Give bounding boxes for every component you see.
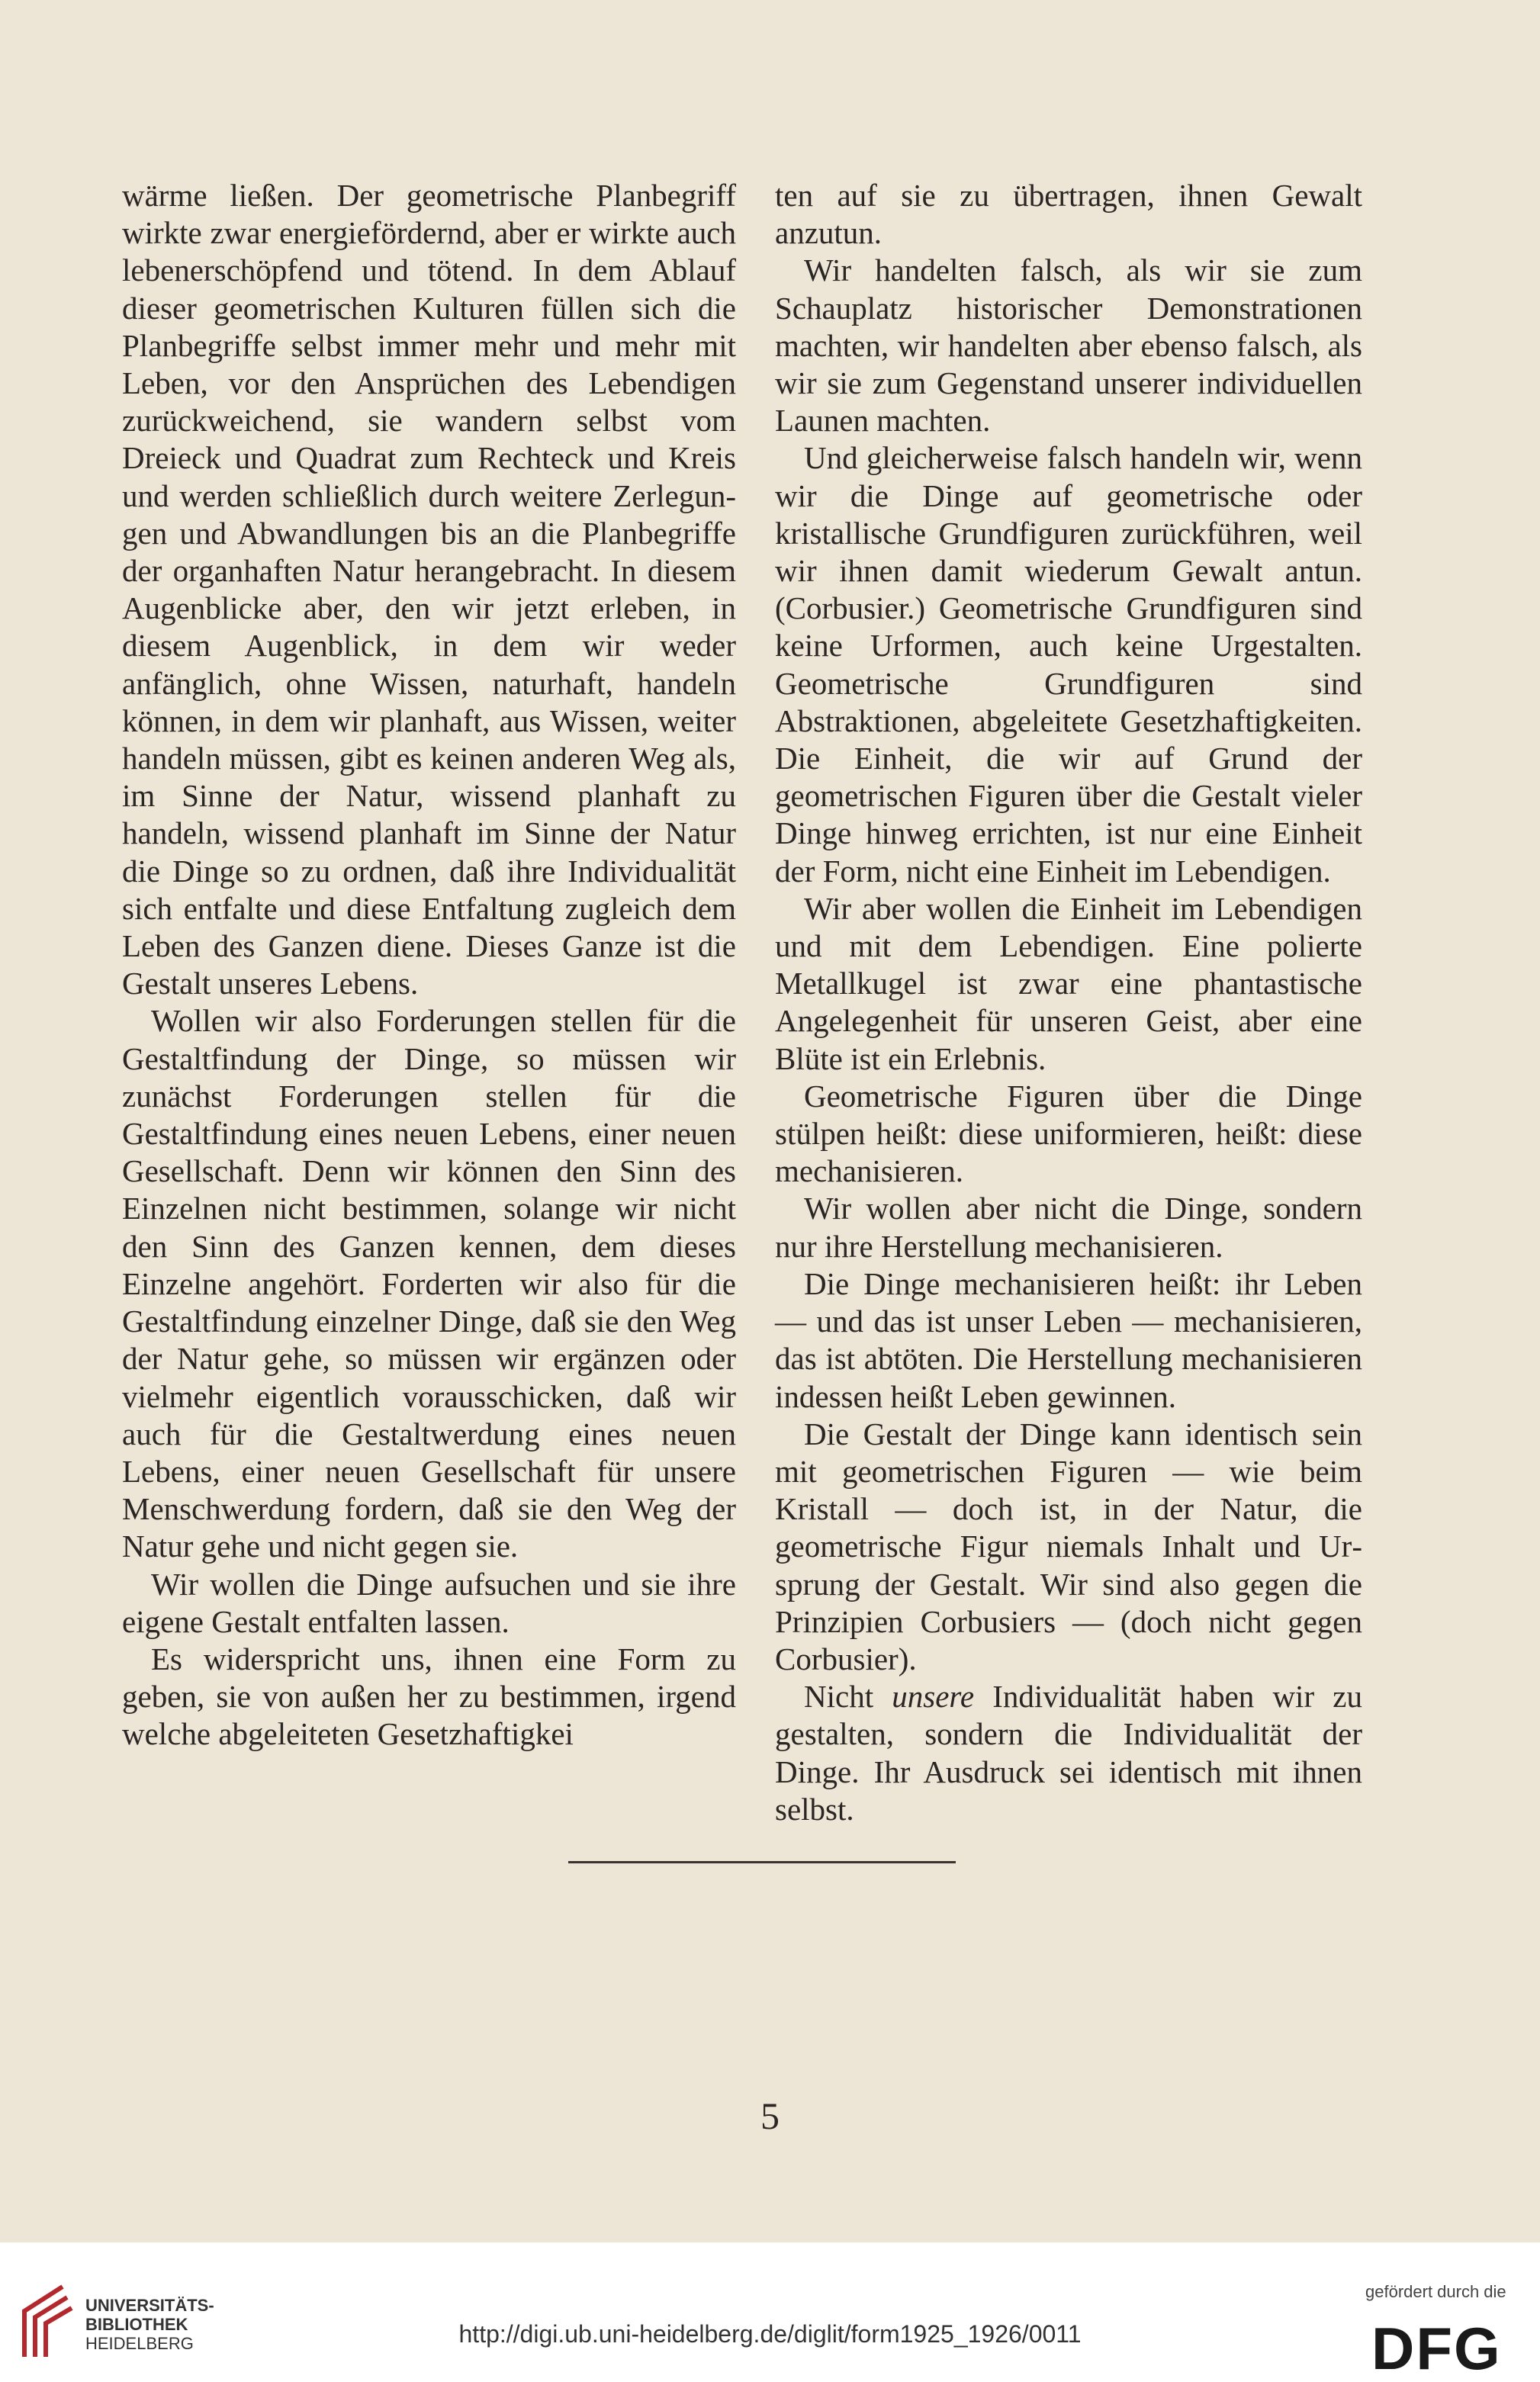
paragraph: Die Dinge mechanisieren heißt: ihr Leben — und das ist unser Leben — mechanisieren, das ist abtöten. Die Herstellung mechanisieren indessen heißt Leben gewinnen. xyxy=(775,1265,1362,1414)
paragraph: Wollen wir also Forderungen stellen für die Gestaltfindung der Dinge, so müssen wir zunächst Forderungen stellen für die Gestaltfindung eines neuen Lebens, einer neuen Gesellschaft. Denn wir können den Sinn des Einzelnen nicht bestimmen, solange wir nicht den Sinn des Ganzen kennen, dem dieses Einzelne angehört. Forderten wir also für die Gestaltfindung einzelner Dinge, daß sie den Weg der Natur gehe, so müssen wir ergänzen oder vielmehr eigentlich vorausschicken, daß wir auch für die Gestaltwerdung eines neuen Lebens, einer neuen Gesellschaft für unsere Menschwerdung fordern, daß sie den Weg der Natur gehe und nicht gegen sie. xyxy=(122,1003,736,1564)
right-text-column xyxy=(775,177,1362,1828)
paragraph: Wir wollen die Dinge aufsuchen und sie ihre eigene Gestalt entfalten lassen. xyxy=(122,1566,736,1639)
funding-caption: gefördert durch die xyxy=(1365,2282,1506,2301)
paragraph: Wir aber wollen die Einheit im Lebendigen und mit dem Lebendigen. Eine polierte Metallkugel ist zwar eine phantastische Angelegenheit für unseren Geist, aber eine Blüte ist ein Erlebnis. xyxy=(775,890,1362,1076)
text-run xyxy=(974,1679,992,1714)
left-text-column xyxy=(122,177,736,1754)
page-number: 5 xyxy=(760,2094,780,2137)
paragraph-final xyxy=(775,1678,1362,1828)
paragraph: Wir handelten falsch, als wir sie zum Schauplatz historischer Demonstrationen machten, wir handelten aber ebenso falsch, als wir sie zum Gegenstand unserer individuellen Launen machten. xyxy=(775,252,1362,439)
paragraph: Es widerspricht uns, ihnen eine Form zu geben, sie von außen her zu bestimmen, irgend welche abgeleiteten Gesetzhaftigkei xyxy=(122,1641,736,1752)
paragraph: Die Gestalt der Dinge kann identisch sein mit geometrischen Figuren — wie beim Kristall — doch ist, in der Natur, die geometrische Figur niemals Inhalt und Ursprung der Gestalt. Wir sind also gegen die Prinzipien Corbusiers — (doch nicht gegen Corbusier). xyxy=(775,1416,1362,1676)
paragraph: Wir wollen aber nicht die Dinge, sondern nur ihre Herstellung mechanisieren. xyxy=(775,1191,1362,1264)
dfg-logo: DFG xyxy=(1371,2315,1502,2382)
library-line: BIBLIOTHEK xyxy=(85,2315,188,2334)
digitization-footer xyxy=(0,2242,1540,2382)
paragraph: Und gleicherweise falsch handeln wir, wenn wir die Dinge auf geometrische oder kristallische Grundfiguren zurückführen, weil wir ihnen damit wiederum Gewalt antun. (Corbusier.) Geometrische Grundfiguren sind keine Urformen, auch keine Urgestalten. Geometrische Grundfiguren sind Abstraktionen, abgeleitete Gesetzhaftigkeiten. Die Einheit, die wir auf Grund der geometrischen Figuren über die Gestalt vieler Dinge hinweg errichten, ist nur eine Einheit der Form, nicht eine Einheit im Lebendigen. xyxy=(775,440,1362,889)
emphasis: unsere xyxy=(892,1679,975,1715)
text-run: Individualität haben wir zu gestalten, sondern die Individualität der Dinge. Ihr Ausdruck sei identisch mit ihnen selbst. xyxy=(775,1679,1362,1827)
paragraph: Geometrische Figuren über die Dinge stülpen heißt: diese uniformieren, heißt: diese mechanisieren. xyxy=(775,1078,1362,1189)
paragraph: wärme ließen. Der geometrische Planbegriff wirkte zwar energiefördernd, aber er wirkte auch lebenerschöpfend und tötend. In dem Ablauf dieser geometrischen Kulturen füllen sich die Planbegriffe selbst immer mehr und mehr mit Leben, vor den Ansprüchen des Lebendigen zurückweichend, sie wandern selbst vom Dreieck und Quadrat zum Rechteck und Kreis und werden schließlich durch weitere Zerlegungen und Abwandlungen bis an die Planbegriffe der organhaften Natur herangebracht. In diesem Augenblicke aber, den wir jetzt erleben, in diesem Augenblick, in dem wir weder anfänglich, ohne Wissen, naturhaft, handeln können, in dem wir planhaft, aus Wissen, weiter handeln müssen, gibt es keinen anderen Weg als, im Sinne der Natur, wissend planhaft zu handeln, wissend planhaft im Sinne der Natur die Dinge so zu ordnen, daß ihre Individualität sich entfalte und diese Entfaltung zugleich dem Leben des Ganzen diene. Dieses Ganze ist die Gestalt unseres Lebens. xyxy=(122,178,736,1001)
permalink-url[interactable]: http://digi.ub.uni-heidelberg.de/diglit/form1925_1926/0011 xyxy=(458,2320,1082,2348)
library-line: UNIVERSITÄTS- xyxy=(85,2296,214,2315)
text-run: Nicht xyxy=(804,1679,892,1715)
paragraph: ten auf sie zu übertragen, ihnen Gewalt anzutun. xyxy=(775,178,1362,251)
end-rule xyxy=(568,1861,956,1863)
library-line: HEIDELBERG xyxy=(85,2334,194,2353)
